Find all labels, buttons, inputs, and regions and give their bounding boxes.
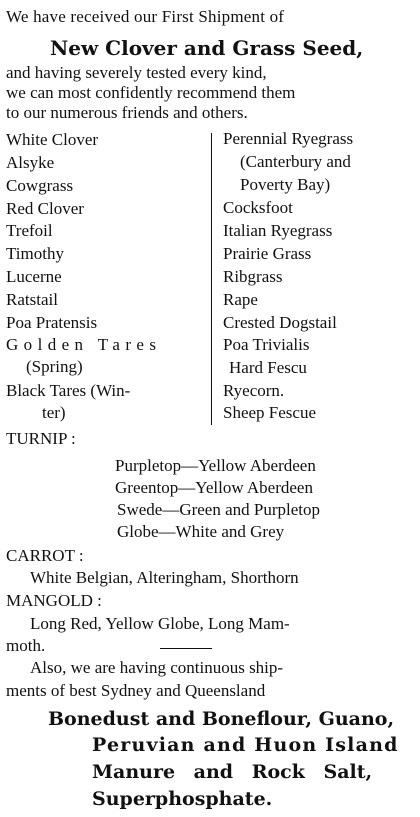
intro-line-1: We have received our First Shipment of [6,7,285,26]
manure-line: Superphosphate. [92,788,273,810]
also-line-2: ments of best Sydney and Queensland [6,681,266,700]
intro-line-4: we can most confidently recommend them [6,83,296,102]
seed-left-item: White Clover [6,130,99,149]
headline: New Clover and Grass Seed, [50,36,364,60]
seed-right-item: Ribgrass [223,267,283,286]
seed-right-item: Perennial Ryegrass [223,129,354,148]
seed-right-item: Ryecorn. [223,381,285,400]
turnip-heading: TURNIP : [6,429,76,448]
seed-left-item: Golden Tares [6,335,162,354]
section-dash [160,648,212,649]
seed-right-item: Crested Dogstail [223,313,337,332]
manure-line: Bonedust and Boneflour, Guano, [48,708,395,730]
seed-left-item: (Spring) [26,357,83,376]
manure-line: Peruvian and Huon Island [92,734,399,756]
seed-left-item: Timothy [6,244,64,263]
mangold-heading: MANGOLD : [6,591,102,610]
turnip-item: Greentop—Yellow Aberdeen [115,478,313,497]
seed-left-item: Lucerne [6,267,62,286]
seed-right-item: Rape [223,290,258,309]
seed-left-item: Cowgrass [6,176,74,195]
seed-right-item: (Canterbury and [240,152,351,171]
carrot-items: White Belgian, Alteringham, Shorthorn [30,568,299,587]
intro-line-3: and having severely tested every kind, [6,63,267,82]
mangold-line-1: Long Red, Yellow Globe, Long Mam- [30,614,290,633]
carrot-heading: CARROT : [6,546,84,565]
seed-left-item: Trefoil [6,221,53,240]
seed-left-item: Black Tares (Win- [6,381,131,400]
seed-right-item: Poverty Bay) [240,175,331,194]
seed-left-item: Red Clover [6,199,84,218]
turnip-item: Globe—White and Grey [117,522,285,541]
seed-right-item: Italian Ryegrass [223,221,333,240]
seed-right-item: Poa Trivialis [223,335,310,354]
seed-right-item: Sheep Fescue [223,403,317,422]
also-line-1: Also, we are having continuous ship- [30,658,284,677]
manure-line: Manure and Rock Salt, [92,761,373,783]
turnip-item: Purpletop—Yellow Aberdeen [115,456,316,475]
intro-line-5: to our numerous friends and others. [6,103,248,122]
seed-left-item: Ratstail [6,290,58,309]
column-divider [211,133,212,425]
seed-right-item: Cocksfoot [223,198,293,217]
mangold-line-2: moth. [6,636,46,655]
turnip-item: Swede—Green and Purpletop [117,500,321,519]
seed-right-item: Hard Fescu [229,358,307,377]
seed-left-item: Poa Pratensis [6,313,98,332]
seed-left-item: ter) [42,403,66,422]
seed-right-item: Prairie Grass [223,244,312,263]
seed-left-item: Alsyke [6,153,55,172]
